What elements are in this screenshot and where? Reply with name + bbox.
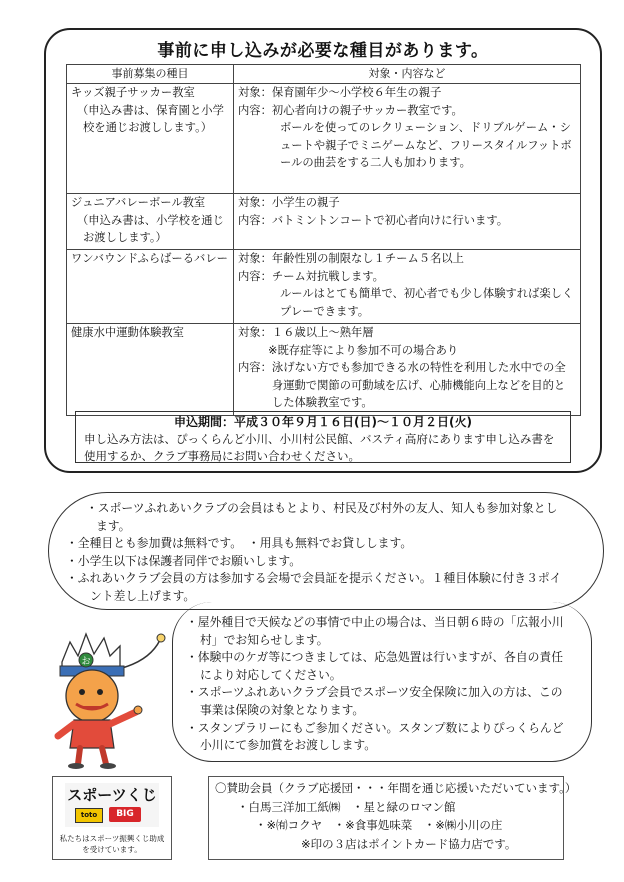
event-target-note: ※既存症等により参加不可の場合あり — [268, 343, 459, 357]
main-title: 事前に申し込みが必要な種目があります。 — [157, 41, 489, 61]
event-name: ジュニアバレーボール教室 — [71, 196, 206, 209]
notice-item: ・全種目とも参加費は無料です。 ・用具も無料でお貸しします。 — [66, 536, 413, 551]
event-content: 泳げない方でも参加できる水の特性を利用した水中での全身運動で関節の可動域を広げ、心肺機能向上などを目的とした体験教室です。 — [271, 361, 566, 409]
notice-item: ・体験中のケガ等につきましては、応急処置は行いますが、各自の責任により対応してください。 — [186, 650, 564, 682]
table-row — [67, 194, 581, 250]
notice-list-lower — [186, 614, 571, 755]
mascot-illustration — [40, 620, 180, 770]
event-name: ワンバウンドふらばーるバレー — [71, 252, 228, 265]
table-row — [67, 324, 581, 416]
event-content: チーム対抗戦します。 — [271, 269, 384, 283]
table-header-row — [67, 65, 581, 84]
sponsor-line: ・※㈲コクヤ ・※食事処味菜 ・※㈱小川の庄 — [255, 818, 503, 832]
notice-item: ・スタンプラリーにもご参加ください。スタンプ数によりぴっくらんど小川にて参加賞をお渡しします。 — [186, 720, 564, 753]
sponsor-line: ・白馬三洋加工紙㈱ ・星と緑のロマン館 — [237, 799, 456, 814]
content-label: 内容： — [238, 103, 272, 117]
table-row — [67, 84, 581, 194]
required-events-panel — [44, 28, 602, 473]
notice-list-upper — [66, 500, 566, 606]
target-label: 対象： — [238, 252, 272, 265]
notice-item: ・小学生以下は保護者同伴でお願いします。 — [66, 553, 301, 568]
application-period: 申込期間：平成３０年９月１６日(日)～１０月２日(火) — [174, 415, 472, 429]
event-content-extra: ボールを使ってのレクリェーション、ドリブルゲーム・シュートや親子でミニゲームなど、フリースタイルフットボールの曲芸をする二人も加わります。 — [280, 121, 572, 169]
sponsor-heading: 〇賛助会員（クラブ応援団・・・年間を通じ応援いただいています。） — [215, 781, 577, 795]
header-event: 事前募集の種目 — [67, 65, 234, 84]
target-label: 対象： — [238, 86, 272, 99]
logo-title: スポーツくじ — [67, 786, 157, 804]
application-period-box — [75, 411, 571, 463]
toto-logo: toto — [75, 808, 103, 823]
event-name-note: （申込み書は、保育園と小学校を通じお渡しします。） — [77, 103, 224, 134]
content-label: 内容： — [238, 361, 272, 374]
big-logo: BIG — [109, 807, 141, 822]
sports-lottery-logo — [65, 783, 159, 827]
event-content: バトミントンコートで初心者向けに行います。 — [271, 213, 509, 227]
notice-item: ・スポーツふれあいクラブ会員でスポーツ安全保険に加入の方は、この事業は保険の対象となります。 — [186, 685, 563, 717]
events-table — [66, 64, 581, 416]
event-name: キッズ親子サッカー教室 — [71, 86, 195, 99]
application-method: 申し込み方法は、ぴっくらんど小川、小川村公民館、バスティ高府にあります申し込み書を使用するか、クラブ事務局にお問い合わせください。 — [84, 432, 555, 463]
notice-item: ・ふれあいクラブ会員の方は参加する会場で会員証を提示ください。１種目体験に付き３ポイント差し上げます。 — [66, 571, 562, 603]
event-name-note: （申込み書は、小学校を通じお渡しします。） — [77, 213, 224, 244]
content-label: 内容： — [238, 213, 272, 227]
content-label: 内容： — [238, 269, 272, 283]
event-name: 健康水中運動体験教室 — [71, 326, 184, 339]
svg-text:お: お — [81, 657, 91, 667]
target-label: 対象： — [238, 196, 272, 209]
table-row — [67, 250, 581, 324]
notice-item: ・屋外種目で天候などの事情で中止の場合は、当日朝６時の「広報小川村」でお知らせします。 — [186, 615, 564, 647]
sponsor-footnote: ※印の３店はポイントカード協力店です。 — [301, 836, 517, 851]
notice-item: ・スポーツふれあいクラブの会員はもとより、村民及び村外の友人、知人も参加対象とします。 — [86, 501, 558, 533]
logo-caption: 私たちはスポーツ振興くじ助成を受けています。 — [59, 834, 165, 854]
sponsor-box — [208, 776, 577, 860]
target-label: 対象： — [238, 326, 272, 339]
event-content: 初心者向けの親子サッカー教室です。 — [271, 103, 463, 117]
event-content-extra: ルールはとても簡単で、初心者でも少し体験すれば楽しくプレーできます。 — [280, 287, 574, 318]
event-target: 小学生の親子 — [271, 196, 340, 209]
event-target: 年齢性別の制限なし１チーム５名以上 — [271, 252, 464, 265]
event-target: 保育園年少～小学校６年生の親子 — [271, 86, 442, 99]
header-details: 対象・内容など — [234, 65, 581, 84]
sports-lottery-logo-box — [52, 776, 172, 860]
event-target: １６歳以上～熟年層 — [271, 326, 374, 339]
